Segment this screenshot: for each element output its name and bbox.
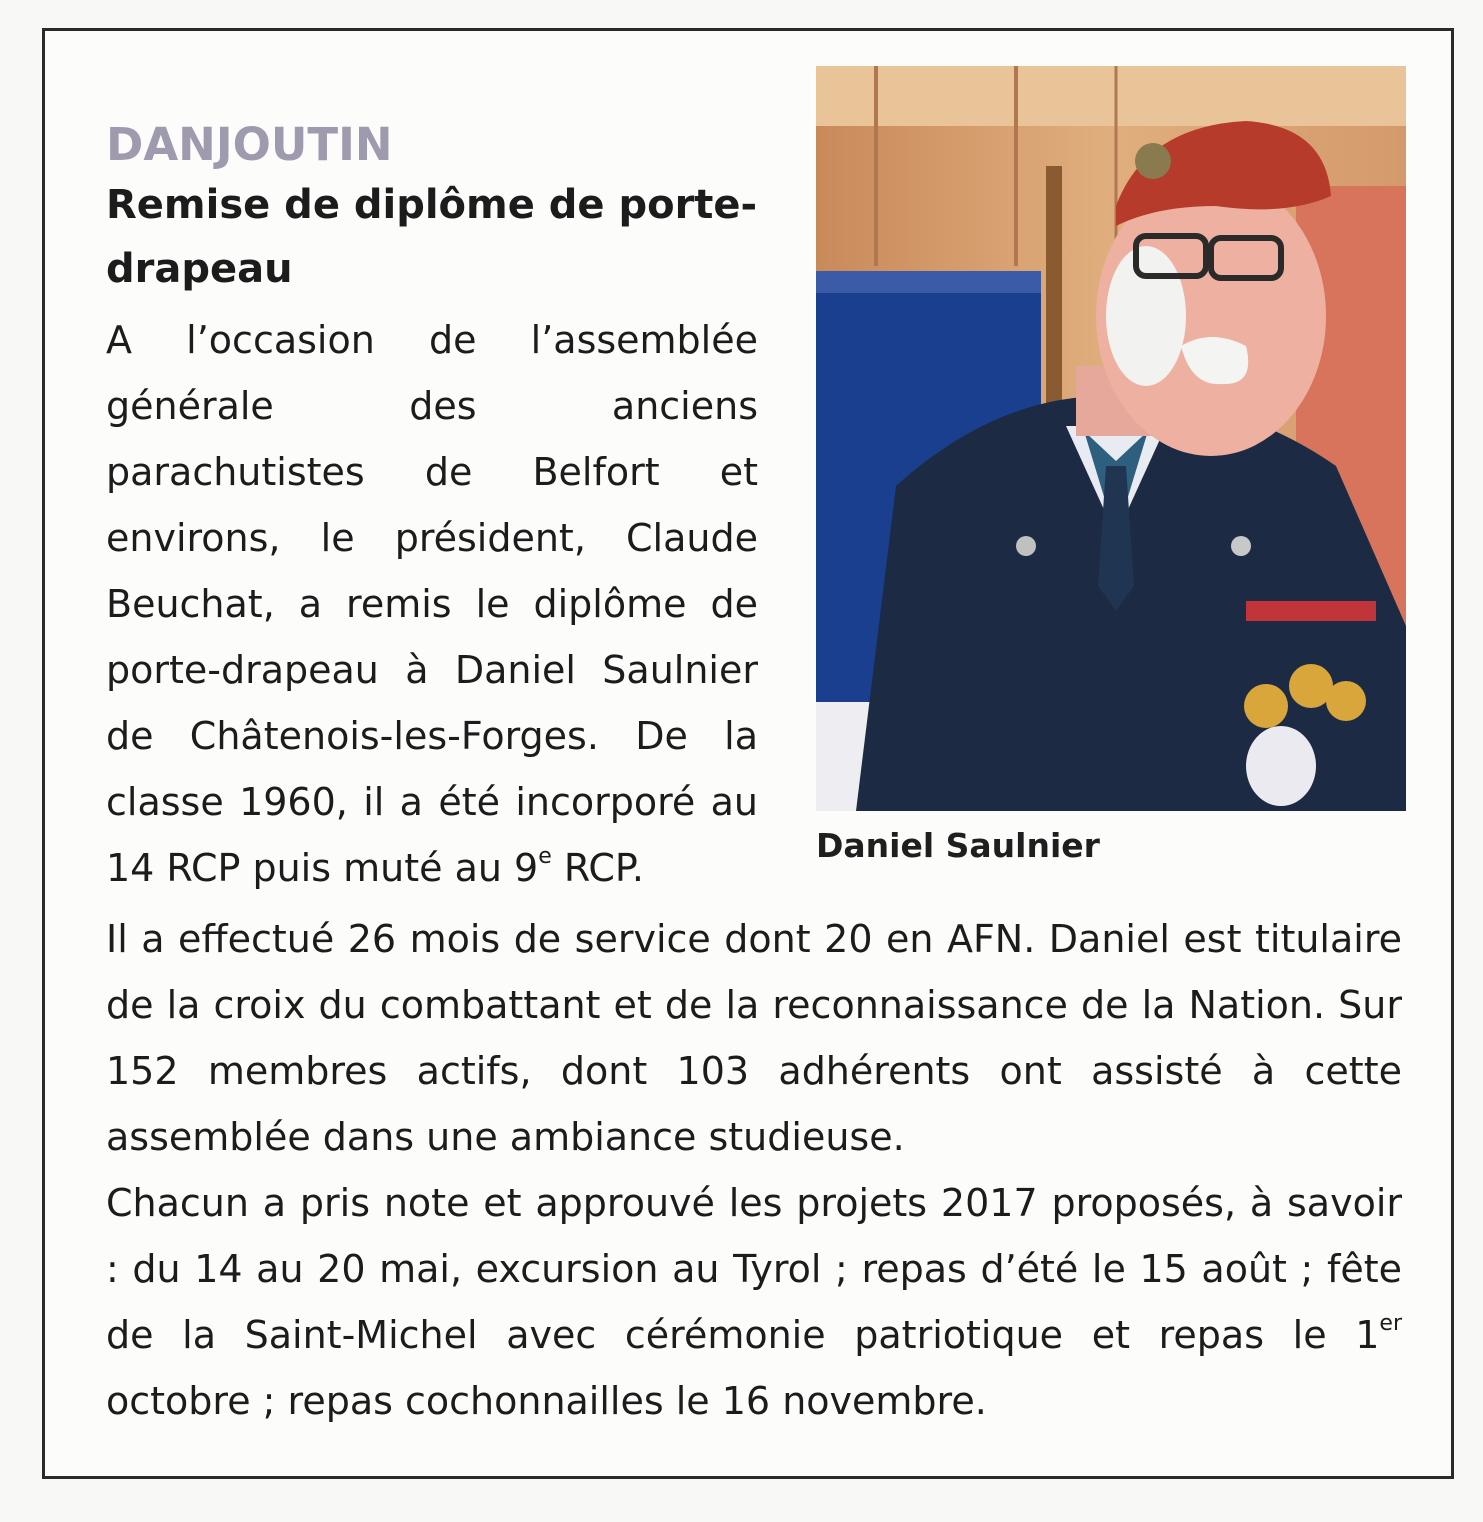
portrait-photo: [816, 66, 1406, 811]
paragraph-3-end: octobre ; repas cochonnailles le 16 novembre.: [106, 1379, 987, 1423]
article-title: Remise de diplôme de porte-drapeau: [106, 182, 758, 292]
paragraph-3: [106, 1170, 1402, 1434]
paragraph-1-text: A l’occasion de l’assemblée générale des anciens parachutistes de Belfort et environs, le président, Claude Beuchat, a remis le diplôme de porte-drapeau à Daniel Saulnier de Châtenois-les-Forges. De la classe 1960, il a été incorporé au 14 RCP puis muté au 9: [106, 318, 758, 890]
paragraph-3-text: Chacun a pris note et approuvé les projets 2017 proposés, à savoir : du 14 au 20 mai, excursion au Tyrol ; repas d’été le 15 août ; fête de la Saint-Michel avec cérémonie patriotique et repas le 1: [106, 1181, 1402, 1357]
paragraph-1-end: RCP.: [551, 846, 644, 890]
ordinal-superscript: e: [538, 844, 552, 870]
ordinal-superscript: er: [1379, 1311, 1402, 1337]
article-column: [106, 117, 758, 901]
article-continuation: [106, 906, 1402, 1434]
city-heading: DANJOUTIN: [106, 118, 393, 171]
paragraph-2: Il a effectué 26 mois de service dont 20 en AFN. Daniel est titulaire de la croix du combattant et de la reconnaissance de la Nation. Sur 152 membres actifs, dont 103 adhérents ont assisté à cette assemblée dans une ambiance studieuse.: [106, 917, 1402, 1159]
photo-caption: Daniel Saulnier: [816, 826, 1100, 865]
paragraph-1: [106, 307, 758, 901]
portrait-illustration: [816, 66, 1406, 811]
